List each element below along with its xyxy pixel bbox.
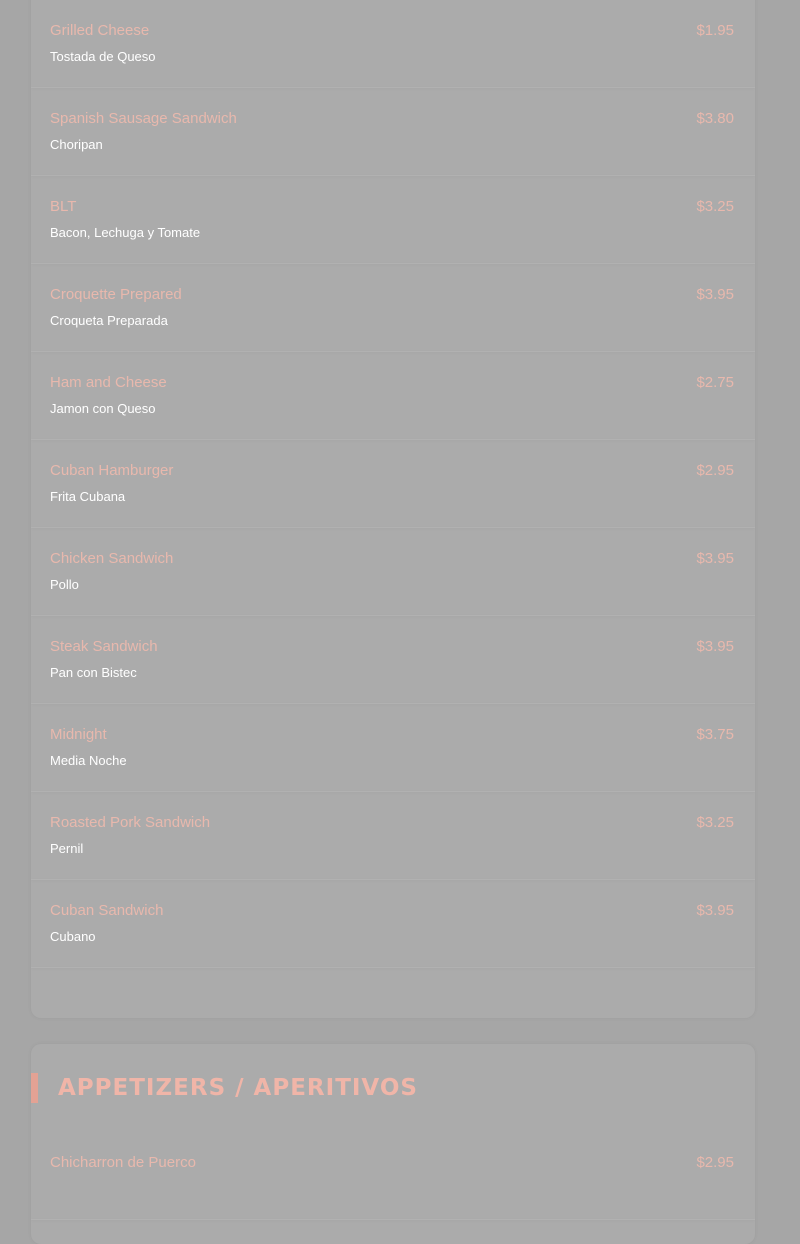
item-description: Frita Cubana (50, 489, 126, 504)
item-description: Croqueta Preparada (50, 313, 168, 328)
item-price: $3.95 (696, 902, 734, 919)
item-name: Chicken Sandwich (50, 550, 174, 567)
item-price: $3.75 (696, 726, 734, 743)
item-name: Cuban Sandwich (50, 902, 164, 919)
appetizers-menu-card (31, 1044, 755, 1244)
item-price: $1.95 (696, 22, 734, 39)
item-description: Pan con Bistec (50, 665, 137, 680)
item-name: Cuban Hamburger (50, 462, 174, 479)
item-name: Grilled Cheese (50, 22, 150, 39)
menu-item[interactable] (31, 704, 755, 792)
item-description: Jamon con Queso (50, 401, 156, 416)
menu-item[interactable] (31, 352, 755, 440)
menu-item[interactable] (31, 792, 755, 880)
section-accent-bar (31, 1073, 38, 1103)
sandwiches-item-list (31, 0, 755, 968)
item-name: Roasted Pork Sandwich (50, 814, 211, 831)
item-price: $3.25 (696, 814, 734, 831)
section-header (31, 1073, 755, 1103)
item-price: $2.75 (696, 374, 734, 391)
item-name: Midnight (50, 726, 107, 743)
item-price: $3.95 (696, 638, 734, 655)
item-price: $2.95 (696, 1154, 734, 1171)
item-name: Spanish Sausage Sandwich (50, 110, 237, 127)
sandwiches-menu-card (31, 0, 755, 1018)
menu-item[interactable] (31, 880, 755, 968)
item-name: Steak Sandwich (50, 638, 158, 655)
section-title: APPETIZERS / APERITIVOS (58, 1075, 418, 1101)
menu-item[interactable] (31, 616, 755, 704)
item-price: $3.80 (696, 110, 734, 127)
item-description: Pollo (50, 577, 79, 592)
menu-item[interactable] (31, 440, 755, 528)
item-description: Media Noche (50, 753, 127, 768)
item-price: $3.95 (696, 550, 734, 567)
menu-item[interactable] (31, 1132, 755, 1220)
item-description: Pernil (50, 841, 84, 856)
menu-item[interactable] (31, 0, 755, 88)
menu-item[interactable] (31, 264, 755, 352)
item-price: $3.25 (696, 198, 734, 215)
item-name: Ham and Cheese (50, 374, 167, 391)
item-description: Choripan (50, 137, 103, 152)
item-description: Tostada de Queso (50, 49, 156, 64)
item-name: BLT (50, 198, 77, 215)
item-price: $2.95 (696, 462, 734, 479)
menu-item[interactable] (31, 176, 755, 264)
item-price: $3.95 (696, 286, 734, 303)
item-description: Bacon, Lechuga y Tomate (50, 225, 201, 240)
menu-item[interactable] (31, 528, 755, 616)
item-name: Chicharron de Puerco (50, 1154, 196, 1171)
menu-item[interactable] (31, 88, 755, 176)
item-name: Croquette Prepared (50, 286, 182, 303)
item-description: Cubano (50, 929, 96, 944)
